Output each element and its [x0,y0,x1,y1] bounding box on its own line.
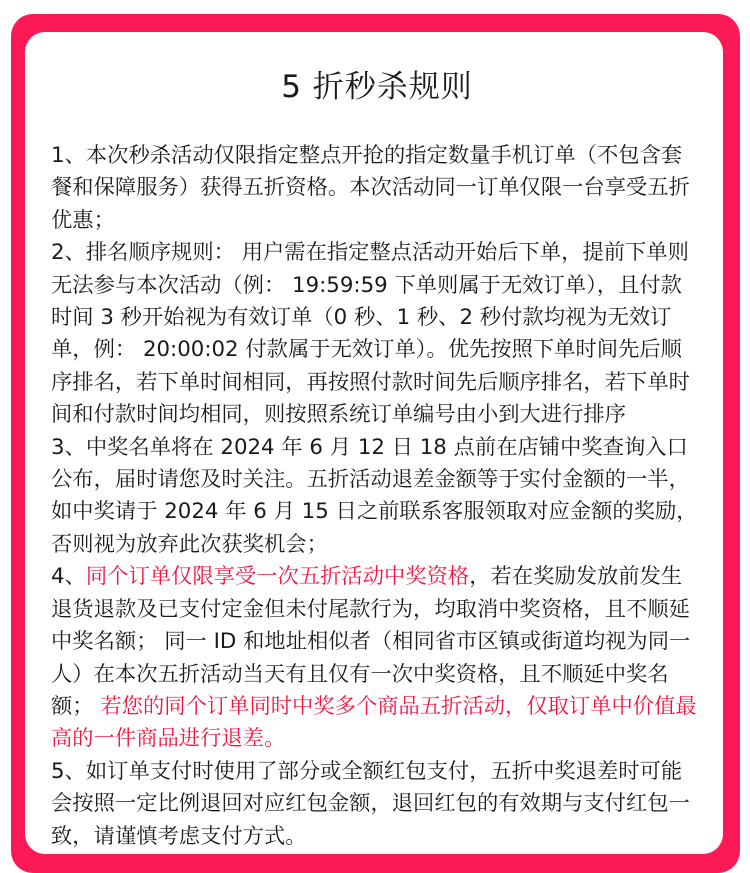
rules-card [25,32,723,854]
rules-list [51,140,703,853]
rule-4-highlight-2: 若您的同个订单同时中奖多个商品五折活动，仅取订单中价值最高的一件商品进行退差。 [51,693,697,752]
rule-3: 3、中奖名单将在 2024 年 6 月 12 日 18 点前在店铺中奖查询入口公布，届时请您及时关注。五折活动退差金额等于实付金额的一半，如中奖请于 2024 年 6 月 15 日之前联系客服领取对应金额的奖励，否则视为放弃此次获奖机会； [51,434,698,557]
page-title: 5 折秒杀规则 [281,69,473,105]
rules-frame [11,14,740,873]
rule-4 [51,561,703,755]
rule-4-prefix: 4、 [51,564,86,590]
rule-4-body: ，若在奖励发放前发生退货退款及已支付定金但未付尾款行为，均取消中奖资格，且不顺延中奖名额； 同一 ID 和地址相似者（相同省市区镇或街道均视为同一人）在本次五折活动当天有且仅有一次中奖资格，且不顺延中奖名额； [51,564,691,719]
rule-5: 5、如订单支付时使用了部分或全额红包支付，五折中奖退差时可能会按照一定比例退回对应红包金额，退回红包的有效期与支付红包一致，请谨慎考虑支付方式。 [51,758,690,849]
rule-1: 1、本次秒杀活动仅限指定整点开抢的指定数量手机订单（不包含套餐和保障服务）获得五折资格。本次活动同一订单仅限一台享受五折优惠； [51,143,690,233]
rule-4-highlight-1: 同个订单仅限享受一次五折活动中奖资格 [85,564,470,590]
rule-2: 2、排名顺序规则： 用户需在指定整点活动开始后下单，提前下单则无法参与本次活动（例： 19:59:59 下单则属于无效订单），且付款时间 3 秒开始视为有效订单（0 秒、1 秒、2 秒付款均视为无效订单，例： 20:00:02 付款属于无效订单）。优先按照下单时间先后顺序排名，若下单时间相同，再按照付款时间先后顺序排名，若下单时间和付款时间均相同，则按照系统订单编号由小到大进行排序 [51,240,690,428]
